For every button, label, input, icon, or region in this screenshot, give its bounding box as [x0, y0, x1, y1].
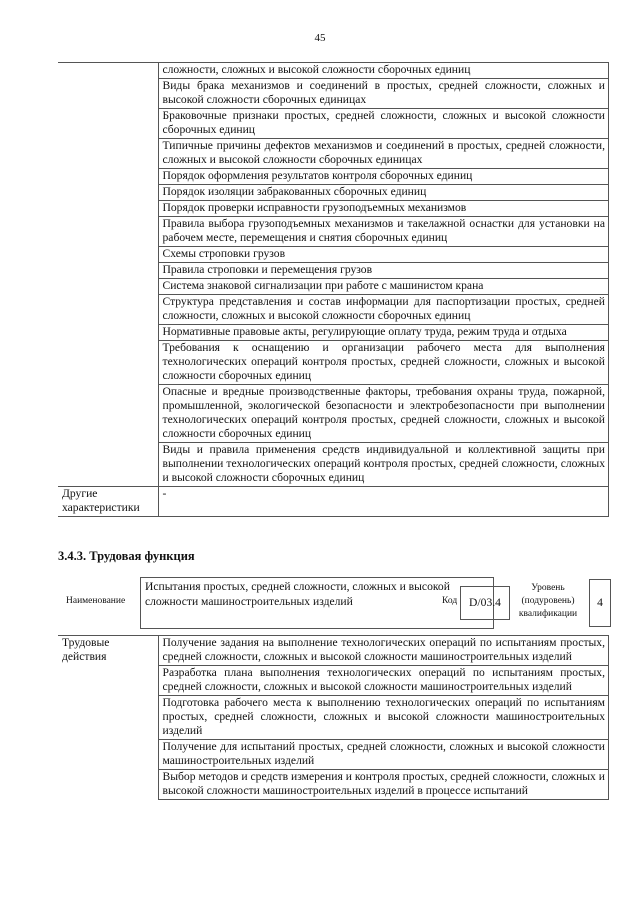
knowledge-item: Схемы строповки грузов	[158, 247, 609, 263]
knowledge-item: Браковочные признаки простых, средней сложности, сложных и высокой сложности сборочных единиц	[158, 109, 609, 139]
qualification-level: 4	[589, 579, 611, 627]
knowledge-item: Виды брака механизмов и соединений в простых, средней сложности, сложных и высокой сложности сборочных единицах	[158, 79, 609, 109]
other-characteristics-label: Другие характеристики	[58, 487, 158, 517]
name-label: Наименование	[66, 596, 126, 606]
knowledge-item: Типичные причины дефектов механизмов и соединений в простых, средней сложности, сложных и высокой сложности сборочных единицах	[158, 139, 609, 169]
labor-action-item: Разработка плана выполнения технологических операций по испытаниям простых, средней сложности, сложных и высокой сложности машиностроительных изделий	[158, 666, 609, 696]
function-code: D/03.4	[460, 586, 510, 620]
labor-action-item: Выбор методов и средств измерения и контроля простых, средней сложности, сложных и высокой сложности машиностроительных изделий в процессе испытаний	[158, 770, 609, 800]
labor-action-item: Подготовка рабочего места к выполнению технологических операций по испытаниям простых, средней сложности, сложных и высокой сложности машиностроительных изделий	[158, 696, 609, 740]
knowledge-item: Порядок оформления результатов контроля сборочных единиц	[158, 169, 609, 185]
labor-actions-table	[58, 635, 609, 800]
knowledge-item: Правила выбора грузоподъемных механизмов и такелажной оснастки для установки на рабочем месте, перемещения и снятия сборочных единиц	[158, 217, 609, 247]
other-characteristics-value: -	[158, 487, 609, 517]
labor-actions-label: Трудовые действия	[58, 636, 158, 800]
knowledge-label-cell	[58, 63, 158, 487]
function-name: Испытания простых, средней сложности, сложных и высокой сложности машиностроительных изделий	[140, 577, 494, 629]
labor-action-item: Получение для испытаний простых, средней сложности, сложных и высокой сложности машиностроительных изделий	[158, 740, 609, 770]
function-header	[58, 577, 618, 629]
level-label: Уровень (подуровень) квалификации	[518, 583, 578, 619]
knowledge-item: Структура представления и состав информации для паспортизации простых, средней сложности, сложных и высокой сложности сборочных единиц	[158, 295, 609, 325]
knowledge-item: Опасные и вредные производственные факторы, требования охраны труда, пожарной, промышленной, экологической безопасности и электробезопасности при выполнении технологических операций контроля простых, средней сложности, сложных и высокой сложности сборочных единиц	[158, 385, 609, 443]
code-label: Код	[442, 596, 458, 606]
section-title: 3.4.3. Трудовая функция	[58, 549, 195, 563]
knowledge-table	[58, 62, 609, 517]
knowledge-item: Система знаковой сигнализации при работе с машинистом крана	[158, 279, 609, 295]
page-number: 45	[314, 32, 326, 44]
knowledge-item: Требования к оснащению и организации рабочего места для выполнения технологических операций контроля простых, средней сложности, сложных и высокой сложности сборочных единиц	[158, 341, 609, 385]
knowledge-item: сложности, сложных и высокой сложности сборочных единиц	[158, 63, 609, 79]
knowledge-item: Порядок изоляции забракованных сборочных единиц	[158, 185, 609, 201]
knowledge-item: Нормативные правовые акты, регулирующие оплату труда, режим труда и отдыха	[158, 325, 609, 341]
knowledge-item: Правила строповки и перемещения грузов	[158, 263, 609, 279]
labor-action-item: Получение задания на выполнение технологических операций по испытаниям простых, средней сложности, сложных и высокой сложности машиностроительных изделий	[158, 636, 609, 666]
knowledge-item: Виды и правила применения средств индивидуальной и коллективной защиты при выполнении технологических операций контроля простых, средней сложности, сложных и высокой сложности сборочных единиц	[158, 443, 609, 487]
knowledge-item: Порядок проверки исправности грузоподъемных механизмов	[158, 201, 609, 217]
